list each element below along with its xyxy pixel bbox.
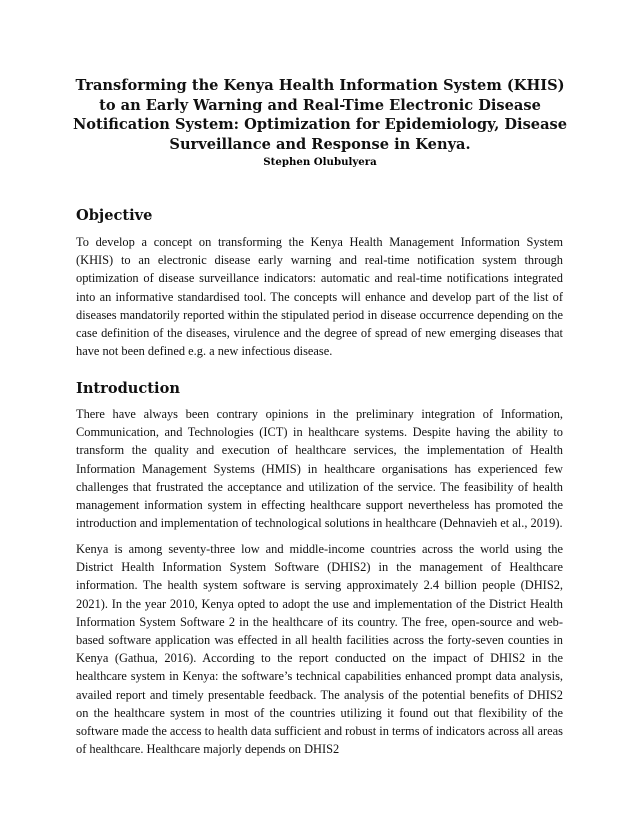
introduction-heading: Introduction — [76, 380, 180, 397]
author-name: Stephen Olubulyera — [263, 156, 377, 168]
introduction-paragraph-1: There have always been contrary opinions in the preliminary integration of Information, Communication, and Technologies (ICT) in healthcare systems. Despite having the ability to transform the quality and execution of healthcare services, the implementation of Health Information Management Systems (HMIS) in healthcare organisations has experienced few challenges that frustrated the acceptance and utilization of the service. The feasibility of health management information system in effecting healthcare support nevertheless has promoted the introduction and implementation of technological solutions in healthcare (Dehnavieh et al., 2019). — [76, 407, 563, 531]
objective-paragraph: To develop a concept on transforming the Kenya Health Management Information System (KHIS) to an electronic disease early warning and real-time notification system through optimization of disease surveillance indicators: automatic and real-time notifications integrated into an informative standardised tool. The concepts will enhance and develop part of the list of diseases mandatorily reported within the stipulated period in disease occurrence depending on the case definition of the diseases, virulence and the degree of spread of new emerging diseases that have not been defined e.g. a new infectious disease. — [76, 235, 563, 359]
paper-title: Transforming the Kenya Health Information System (KHIS) to an Early Warning and Real-Time Electronic Disease Notification System: Optimization for Epidemiology, Disease Surveillance and Response in Kenya. — [72, 77, 568, 153]
objective-heading: Objective — [76, 207, 153, 224]
introduction-paragraph-2: Kenya is among seventy-three low and middle-income countries across the world using the District Health Information System Software (DHIS2) in the management of Healthcare information. The health system software is serving approximately 2.4 billion people (DHIS2, 2021). In the year 2010, Kenya opted to adopt the use and implementation of the District Health Information System Software 2 in the healthcare of its country. The free, open-source and web-based software application was effected in all health facilities across the forty-seven counties in Kenya (Gathua, 2016). According to the report conducted on the impact of DHIS2 in the healthcare system in Kenya: the software’s technical capabilities enhanced prompt data analysis, availed report and timely presentable feedback. The analysis of the potential benefits of DHIS2 on the healthcare system in most of the countries utilizing it found out that flexibility of the software made the access to health data sufficient and robust in terms of indicators across all areas of healthcare. Healthcare majorly depends on DHIS2 — [76, 542, 563, 757]
